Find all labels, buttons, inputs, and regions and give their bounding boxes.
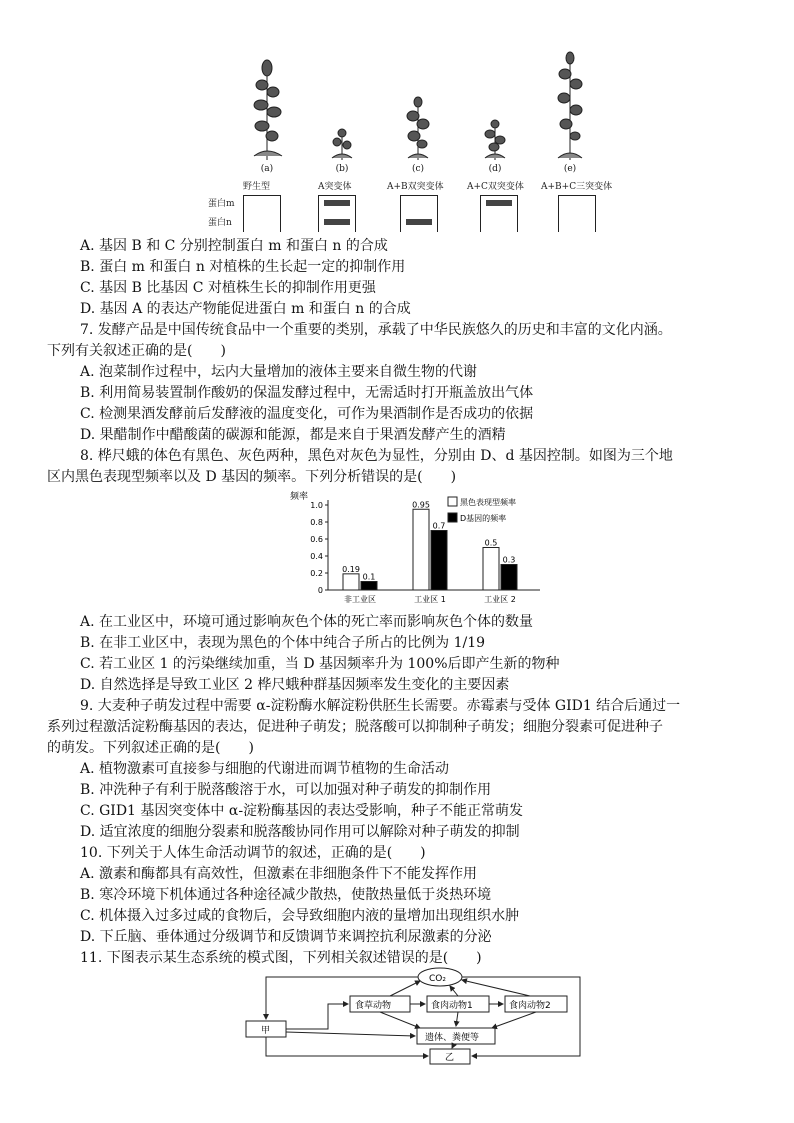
q8-option-a: A. 在工业区中，环境可通过影响灰色个体的死亡率而影响灰色个体的数量 (80, 614, 534, 630)
panel-label-e: (e) (563, 164, 577, 174)
q9-option-b: B. 冲洗种子有利于脱落酸溶于水，可以加强对种子萌发的抑制作用 (80, 782, 492, 798)
q9-stem-line2: 系列过程激活淀粉酶基因的表达，促进种子萌发；脱落酸可以抑制种子萌发；细胞分裂素可促进种子 (47, 719, 663, 735)
yi-label: 乙 (445, 1053, 455, 1063)
genotype-ac: A+C双突变体 (467, 182, 524, 192)
plant-a-icon (254, 60, 282, 160)
q6-option-d: D. 基因 A 的表达产物能促进蛋白 m 和蛋白 n 的合成 (80, 301, 411, 317)
co2-label: CO₂ (429, 974, 446, 984)
y-tick-label: 0.6 (310, 535, 323, 544)
gel-lane-abc (558, 195, 596, 232)
genotype-a: A突变体 (318, 182, 352, 192)
gel-lane-a (318, 195, 356, 232)
q10-stem: 10. 下列关于人体生命活动调节的叙述，正确的是( ) (80, 845, 426, 861)
panel-label-d: (d) (488, 164, 502, 174)
ecosystem-diagram (240, 966, 600, 1066)
q7-stem-line1: 7. 发酵产品是中国传统食品中一个重要的类别，承载了中华民族悠久的历史和丰富的文化内涵。 (80, 322, 672, 338)
legend-swatch-phenotype (448, 497, 457, 506)
q10-option-d: D. 下丘脑、垂体通过分级调节和反馈调节来调控抗利尿激素的分泌 (80, 929, 492, 945)
y-tick-label: 0.4 (310, 552, 323, 561)
q9-option-c: C. GID1 基因突变体中 α-淀粉酶基因的表达受影响，种子不能正常萌发 (80, 803, 524, 819)
q7-stem-line2: 下列有关叙述正确的是( ) (47, 343, 226, 359)
genotype-ab: A+B双突变体 (387, 182, 444, 192)
herbivore-label: 食草动物 (355, 1001, 392, 1011)
q8-option-c: C. 若工业区 1 的污染继续加重，当 D 基因频率升为 100%后即产生新的物种 (80, 656, 560, 672)
q7-option-d: D. 果醋制作中醋酸菌的碳源和能源，都是来自于果酒发酵产生的酒精 (80, 427, 506, 443)
q9-option-d: D. 适宜浓度的细胞分裂素和脱落酸协同作用可以解除对种子萌发的抑制 (80, 824, 520, 840)
data-label: 0.19 (342, 564, 360, 574)
q7-option-c: C. 检测果酒发酵前后发酵液的温度变化，可作为果酒制作是否成功的依据 (80, 406, 534, 422)
panel-label-c: (c) (411, 164, 425, 174)
q7-option-b: B. 利用简易装置制作酸奶的保温发酵过程中，无需适时打开瓶盖放出气体 (80, 385, 534, 401)
panel-label-a: (a) (260, 164, 274, 174)
y-axis-label: 频率 (290, 492, 309, 502)
q8-stem-line2: 区内黑色表现型频率以及 D 基因的频率。下列分析错误的是( ) (47, 469, 457, 485)
y-tick-label: 1.0 (310, 501, 323, 510)
gel-lane-ab (400, 195, 438, 232)
bar-phenotype-2 (483, 548, 499, 591)
q9-option-a: A. 植物激素可直接参与细胞的代谢进而调节植物的生命活动 (80, 761, 450, 777)
q9-stem-line3: 的萌发。下列叙述正确的是( ) (47, 740, 254, 756)
q8-option-d: D. 自然选择是导致工业区 2 桦尺蛾种群基因频率发生变化的主要因素 (80, 677, 510, 693)
q9-stem-line1: 9. 大麦种子萌发过程中需要 α-淀粉酶水解淀粉供胚生长需要。赤霉素与受体 GID1 结合后通过一 (80, 698, 681, 714)
data-label: 0.5 (484, 538, 498, 548)
legend-label-gene: D基因的频率 (460, 514, 507, 523)
plant-d-icon (485, 120, 505, 160)
bar-gene-0 (361, 582, 377, 591)
q10-option-c: C. 机体摄入过多过咸的食物后，会导致细胞内液的量增加出现组织水肿 (80, 908, 520, 924)
plant-illustrations (230, 50, 610, 165)
carnivore2-label: 食肉动物2 (509, 1001, 551, 1011)
legend-swatch-gene (448, 513, 457, 522)
plant-e-icon (558, 52, 582, 160)
q6-option-b: B. 蛋白 m 和蛋白 n 对植株的生长起一定的抑制作用 (80, 259, 406, 275)
bar-gene-2 (501, 565, 517, 591)
remains-label: 遗体、粪便等 (425, 1033, 480, 1043)
legend-label-phenotype: 黑色表现型频率 (460, 498, 516, 507)
carnivore1-label: 食肉动物1 (431, 1001, 473, 1011)
q7-option-a: A. 泡菜制作过程中，坛内大量增加的液体主要来自微生物的代谢 (80, 364, 478, 380)
band-m (486, 200, 512, 206)
q6-option-c: C. 基因 B 比基因 C 对植株生长的抑制作用更强 (80, 280, 376, 296)
y-tick-label: 0 (317, 586, 323, 595)
bar-phenotype-0 (343, 574, 359, 590)
gel-lane-ac (480, 195, 518, 232)
q11-stem: 11. 下图表示某生态系统的模式图，下列相关叙述错误的是( ) (80, 950, 482, 966)
band-n (406, 219, 432, 225)
q8-stem-line1: 8. 桦尺蛾的体色有黑色、灰色两种，黑色对灰色为显性，分别由 D、d 基因控制。如图为三个地 (80, 448, 673, 464)
moth-frequency-chart (290, 488, 550, 606)
q8-option-b: B. 在非工业区中，表现为黑色的个体中纯合子所占的比例为 1/19 (80, 635, 486, 651)
panel-label-b: (b) (335, 164, 349, 174)
band-n (324, 219, 350, 225)
plant-c-icon (407, 97, 429, 160)
q10-option-b: B. 寒冷环境下机体通过各种途径减少散热，使散热量低于炎热环境 (80, 887, 492, 903)
jia-label: 甲 (261, 1026, 271, 1036)
protein-n-label: 蛋白n (208, 218, 232, 228)
x-category-label: 非工业区 (344, 595, 376, 604)
bar-gene-1 (431, 531, 447, 591)
genotype-abc: A+B+C三突变体 (541, 182, 613, 192)
genotype-wild: 野生型 (243, 182, 271, 192)
q10-option-a: A. 激素和酶都具有高效性，但激素在非细胞条件下不能发挥作用 (80, 866, 478, 882)
q6-option-a: A. 基因 B 和 C 分别控制蛋白 m 和蛋白 n 的合成 (80, 238, 388, 254)
y-tick-label: 0.2 (310, 569, 323, 578)
gel-lane-wild (243, 195, 281, 232)
data-label: 0.3 (502, 555, 516, 565)
bar-phenotype-1 (413, 509, 429, 590)
data-label: 0.95 (412, 500, 430, 510)
band-m (324, 200, 350, 206)
protein-m-label: 蛋白m (208, 199, 235, 209)
data-label: 0.7 (432, 521, 446, 531)
x-category-label: 工业区 2 (484, 595, 516, 604)
x-category-label: 工业区 1 (414, 595, 446, 604)
y-tick-label: 0.8 (310, 518, 323, 527)
data-label: 0.1 (362, 572, 376, 582)
plant-b-icon (332, 129, 352, 160)
